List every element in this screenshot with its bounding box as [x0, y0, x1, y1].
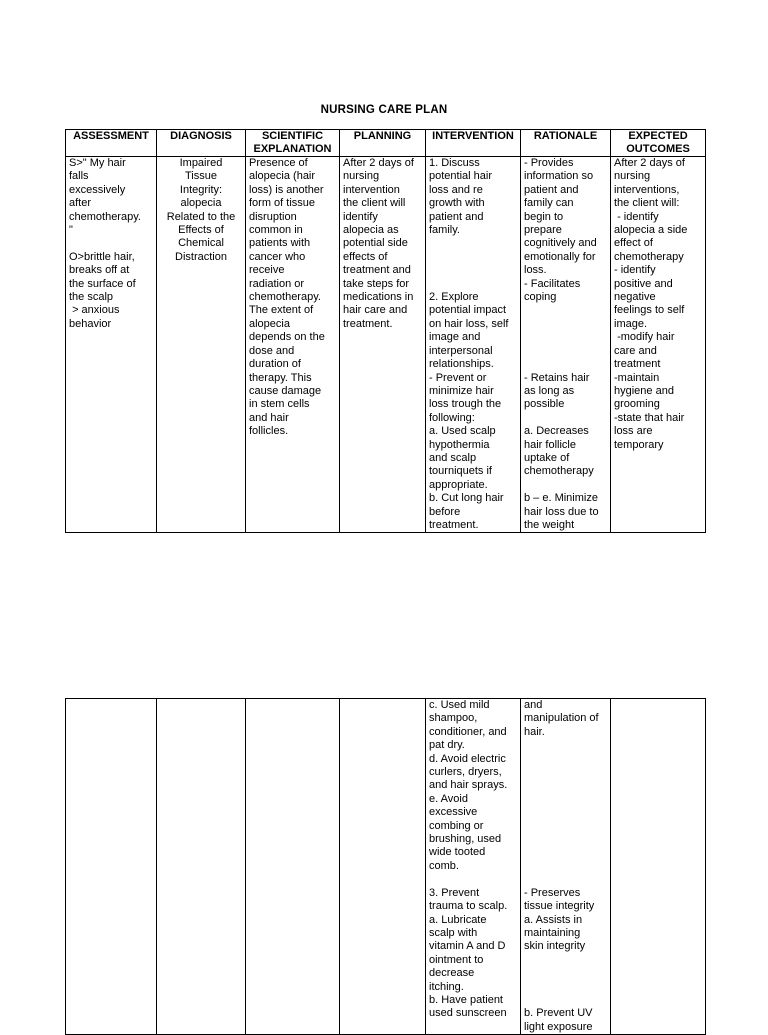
rationale-cell: - Provides information so patient and family can begin to prepare cognitively and emotionally for loss. - Facilitates coping - Retains hair as long as possible a. Decreases hair follicle uptake of chemotherapy b – e. Minimize hair loss due to the weight: [521, 157, 611, 533]
planning-cell: After 2 days of nursing intervention the client will identify alopecia as potential side effects of treatment and take steps for medications in hair care and treatment.: [340, 157, 426, 533]
table-row: [66, 699, 706, 1035]
diagnosis-cell: [157, 699, 246, 1035]
table-row: [66, 157, 706, 533]
header-diagnosis: DIAGNOSIS: [157, 130, 246, 157]
intervention-cell: 1. Discuss potential hair loss and re growth with patient and family. 2. Explore potential impact on hair loss, self image and interpersonal relationships. - Prevent or minimize hair loss trough the following: a. Used scalp hypothermia and scalp tourniquets if appropriate. b. Cut long hair before treatment.: [426, 157, 521, 533]
header-expected-outcomes: EXPECTED OUTCOMES: [611, 130, 706, 157]
scientific-explanation-cell: Presence of alopecia (hair loss) is another form of tissue disruption common in patients with cancer who receive radiation or chemotherapy. The extent of alopecia depends on the dose and duration of therapy. This cause damage in stem cells and hair follicles.: [246, 157, 340, 533]
header-rationale: RATIONALE: [521, 130, 611, 157]
planning-cell: [340, 699, 426, 1035]
assessment-cell: S>" My hair falls excessively after chemotherapy. " O>brittle hair, breaks off at the surface of the scalp > anxious behavior: [66, 157, 157, 533]
header-assessment: ASSESSMENT: [66, 130, 157, 157]
care-plan-table-page-2: [65, 698, 706, 1035]
scientific-explanation-cell: [246, 699, 340, 1035]
expected-outcomes-cell: After 2 days of nursing interventions, the client will: - identify alopecia a side effect of chemotherapy - identify positive and negative feelings to self image. -modify hair care and treatment -maintain hygiene and grooming -state that hair loss are temporary: [611, 157, 706, 533]
header-planning: PLANNING: [340, 130, 426, 157]
header-row: [66, 130, 706, 157]
expected-outcomes-cell: [611, 699, 706, 1035]
header-scientific-explanation: SCIENTIFIC EXPLANATION: [246, 130, 340, 157]
document-title: NURSING CARE PLAN: [320, 104, 448, 116]
header-intervention: INTERVENTION: [426, 130, 521, 157]
rationale-cell: and manipulation of hair. - Preserves tissue integrity a. Assists in maintaining skin integrity b. Prevent UV light exposure: [521, 699, 611, 1035]
assessment-cell: [66, 699, 157, 1035]
care-plan-table-page-1: [65, 129, 706, 533]
intervention-cell: c. Used mild shampoo, conditioner, and pat dry. d. Avoid electric curlers, dryers, and hair sprays. e. Avoid excessive combing or brushing, used wide tooted comb. 3. Prevent trauma to scalp. a. Lubricate scalp with vitamin A and D ointment to decrease itching. b. Have patient used sunscreen: [426, 699, 521, 1035]
diagnosis-cell: Impaired Tissue Integrity: alopecia Related to the Effects of Chemical Distraction: [157, 157, 246, 533]
